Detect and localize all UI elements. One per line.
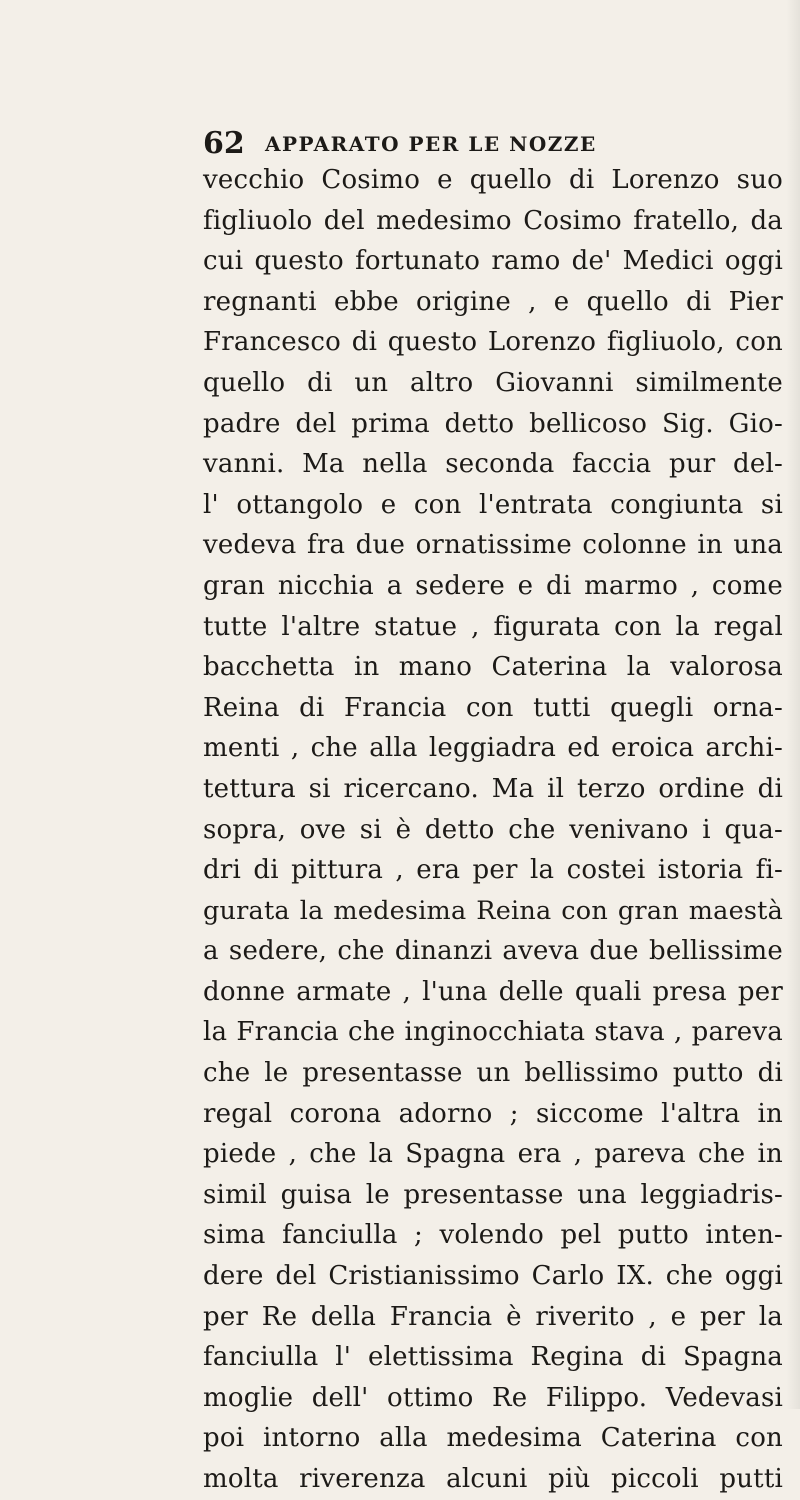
text-line: sopra, ove si è detto che venivano i qua- xyxy=(203,814,783,845)
text-line: cui questo fortunato ramo de' Medici oggi xyxy=(203,246,783,277)
running-title: APPARATO PER LE NOZZE xyxy=(265,132,597,156)
text-line: bacchetta in mano Caterina la valorosa xyxy=(203,652,783,683)
text-line: Francesco di questo Lorenzo figliuolo, con xyxy=(203,327,783,358)
text-line: tettura si ricercano. Ma il terzo ordine di xyxy=(203,773,783,804)
text-line: poi intorno alla medesima Caterina con xyxy=(203,1423,783,1454)
body-text xyxy=(203,160,783,1500)
text-line: fanciulla l' elettissima Regina di Spagna xyxy=(203,1342,783,1373)
text-line: per Re della Francia è riverito , e per la xyxy=(203,1301,783,1332)
page-number: 62 xyxy=(203,126,245,161)
text-line: regal corona adorno ; siccome l'altra in xyxy=(203,1098,783,1129)
text-line: sima fanciulla ; volendo pel putto inten- xyxy=(203,1220,783,1251)
text-line: vedeva fra due ornatissime colonne in una xyxy=(203,530,783,561)
text-line: piede , che la Spagna era , pareva che in xyxy=(203,1139,783,1170)
text-line: regnanti ebbe origine , e quello di Pier xyxy=(203,286,783,317)
text-line: quello di un altro Giovanni similmente xyxy=(203,367,783,398)
text-line: molta riverenza alcuni più piccoli putti xyxy=(203,1464,783,1494)
page-edge-shadow xyxy=(786,0,800,1409)
text-line: simil guisa le presentasse una leggiadris- xyxy=(203,1179,783,1210)
text-line: vecchio Cosimo e quello di Lorenzo suo xyxy=(203,165,783,195)
text-line: l' ottangolo e con l'entrata congiunta si xyxy=(203,489,783,520)
text-line: menti , che alla leggiadra ed eroica archi- xyxy=(203,733,783,764)
text-line: gran nicchia a sedere e di marmo , come xyxy=(203,570,783,601)
text-line: a sedere, che dinanzi aveva due bellissime xyxy=(203,936,783,967)
text-line: Reina di Francia con tutti quegli orna- xyxy=(203,692,783,723)
text-line: padre del prima detto bellicoso Sig. Gio- xyxy=(203,408,783,439)
text-line: tutte l'altre statue , figurata con la regal xyxy=(203,611,783,642)
page-header xyxy=(203,124,783,164)
text-line: vanni. Ma nella seconda faccia pur del- xyxy=(203,449,783,480)
text-line: dere del Cristianissimo Carlo IX. che oggi xyxy=(203,1261,783,1292)
text-line: figliuolo del medesimo Cosimo fratello, da xyxy=(203,205,783,236)
text-line: moglie dell' ottimo Re Filippo. Vedevasi xyxy=(203,1382,783,1413)
text-line: dri di pittura , era per la costei istoria fi- xyxy=(203,855,783,886)
text-line: gurata la medesima Reina con gran maestà xyxy=(203,895,783,926)
text-line: donne armate , l'una delle quali presa per xyxy=(203,976,783,1007)
text-line: che le presentasse un bellissimo putto di xyxy=(203,1058,783,1089)
text-line: la Francia che inginocchiata stava , pareva xyxy=(203,1017,783,1048)
